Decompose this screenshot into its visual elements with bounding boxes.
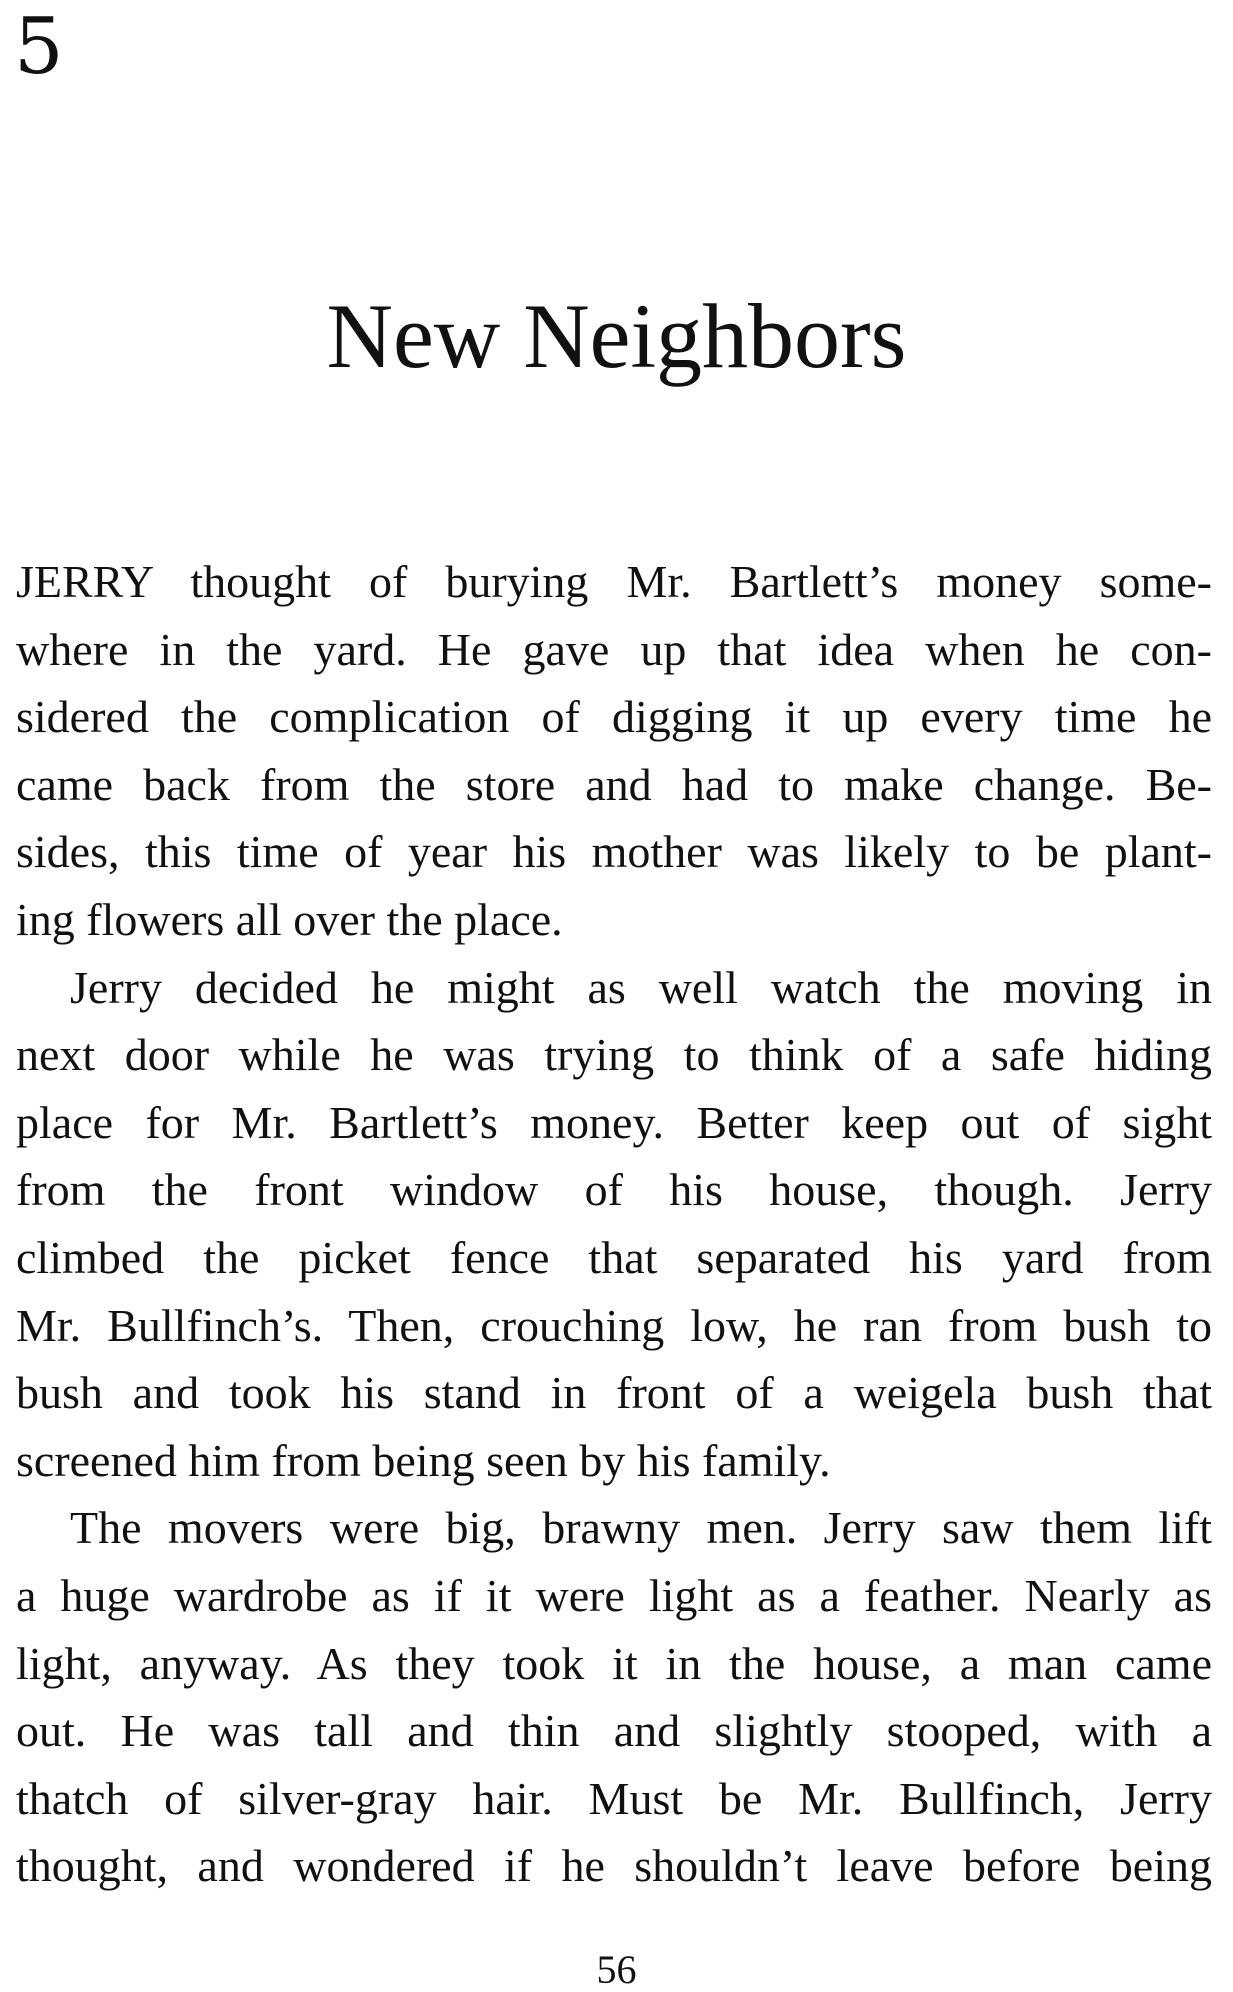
- text-line: JERRY thought of burying Mr. Bartlett’s money some-: [16, 556, 1212, 607]
- text-line: thatch of silver-gray hair. Must be Mr. Bullfinch, Jerry: [16, 1772, 1212, 1824]
- text-line: climbed the picket fence that separated his yard from: [16, 1231, 1212, 1283]
- text-line: light, anyway. As they took it in the house, a man came: [16, 1637, 1212, 1689]
- text-line: sides, this time of year his mother was likely to be plant-: [16, 826, 1212, 878]
- text-line: thought, and wondered if he shouldn’t leave before being: [16, 1840, 1212, 1892]
- text-line: screened him from being seen by his family.: [16, 1434, 831, 1486]
- text-line: place for Mr. Bartlett’s money. Better keep out of sight: [16, 1096, 1212, 1148]
- chapter-title: New Neighbors: [326, 285, 907, 387]
- text-line: bush and took his stand in front of a weigela bush that: [16, 1367, 1212, 1419]
- text-line: next door while he was trying to think of a safe hiding: [16, 1029, 1212, 1081]
- text-line: ing flowers all over the place.: [16, 893, 563, 945]
- text-line: from the front window of his house, though. Jerry: [16, 1164, 1212, 1216]
- chapter-number: 5: [14, 2, 64, 92]
- chapter-body: [16, 548, 1212, 1900]
- text-line: Mr. Bullfinch’s. Then, crouching low, he ran from bush to: [16, 1299, 1212, 1351]
- text-line: a huge wardrobe as if it were light as a feather. Nearly as: [16, 1569, 1212, 1621]
- text-line: sidered the complication of digging it up every time he: [16, 691, 1212, 743]
- page-number: 56: [596, 1947, 637, 1992]
- text-line: where in the yard. He gave up that idea when he con-: [16, 623, 1212, 675]
- text-line: Jerry decided he might as well watch the moving in: [70, 961, 1212, 1013]
- text-line: came back from the store and had to make change. Be-: [16, 758, 1212, 810]
- text-line: The movers were big, brawny men. Jerry saw them lift: [70, 1502, 1212, 1554]
- text-line: out. He was tall and thin and slightly stooped, with a: [16, 1705, 1212, 1757]
